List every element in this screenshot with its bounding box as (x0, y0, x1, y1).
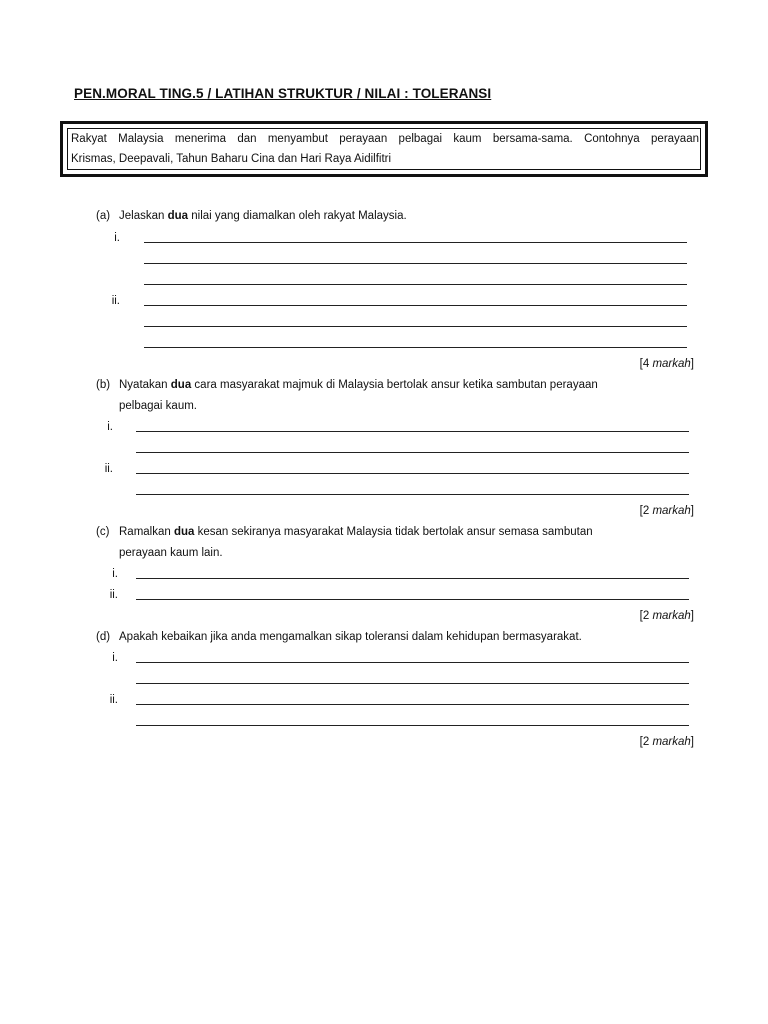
answer-line[interactable] (136, 452, 689, 453)
question-c-marks (640, 609, 694, 623)
answer-line[interactable] (136, 683, 689, 684)
marks-word: markah (652, 610, 691, 622)
passage-box (60, 121, 708, 177)
question-a-text (119, 209, 407, 223)
page-title: PEN.MORAL TING.5 / LATIHAN STRUKTUR / NILAI : TOLERANSI (74, 86, 492, 101)
answer-line[interactable] (136, 599, 689, 600)
marks-open: [2 (639, 610, 653, 622)
marks-close: ] (690, 505, 694, 517)
question-a-item-i: i. (114, 232, 120, 244)
question-b-marks (640, 504, 694, 518)
question-b-continuation: pelbagai kaum. (119, 400, 197, 412)
marks-word: markah (652, 505, 691, 517)
question-b-item-i: i. (107, 421, 113, 433)
answer-line[interactable] (136, 704, 689, 705)
answer-line[interactable] (144, 263, 687, 264)
marks-close: ] (690, 358, 694, 370)
question-c-bold: dua (173, 526, 195, 538)
passage-line-2: Krismas, Deepavali, Tahun Baharu Cina dan Hari Raya Aidilfitri (71, 153, 392, 165)
passage-text (71, 129, 699, 169)
marks-word: markah (652, 736, 691, 748)
question-a-item-ii: ii. (111, 295, 120, 307)
question-c-pre: Ramalkan (119, 526, 174, 538)
question-b-bold: dua (170, 379, 192, 391)
question-b-label: (b) (96, 379, 111, 391)
question-c-label: (c) (96, 526, 110, 538)
answer-line[interactable] (144, 284, 687, 285)
question-a-bold: dua (167, 210, 189, 222)
question-b-post: cara masyarakat majmuk di Malaysia bertolak ansur ketika sambutan perayaan (191, 379, 598, 391)
question-d-pre: Apakah kebaikan jika anda mengamalkan sikap toleransi dalam kehidupan bermasyarakat. (119, 631, 582, 643)
marks-open: [4 (639, 358, 653, 370)
answer-line[interactable] (136, 494, 689, 495)
question-c-post: kesan sekiranya masyarakat Malaysia tidak bertolak ansur semasa sambutan (194, 526, 593, 538)
answer-line[interactable] (136, 431, 689, 432)
question-b-item-ii: ii. (104, 463, 113, 475)
question-d-text (119, 630, 582, 644)
marks-open: [2 (639, 736, 653, 748)
question-b-pre: Nyatakan (119, 379, 171, 391)
question-b-text (119, 378, 598, 392)
answer-line[interactable] (136, 662, 689, 663)
question-a-post: nilai yang diamalkan oleh rakyat Malaysia. (188, 210, 407, 222)
answer-line[interactable] (136, 725, 689, 726)
marks-close: ] (690, 610, 694, 622)
question-d-marks (640, 735, 694, 749)
answer-line[interactable] (144, 347, 687, 348)
answer-line[interactable] (144, 326, 687, 327)
answer-line[interactable] (136, 578, 689, 579)
question-a-marks (640, 357, 694, 371)
question-c-continuation: perayaan kaum lain. (119, 547, 223, 559)
marks-close: ] (690, 736, 694, 748)
marks-word: markah (652, 358, 691, 370)
question-a-label: (a) (96, 210, 111, 222)
question-d-label: (d) (96, 631, 111, 643)
answer-line[interactable] (144, 242, 687, 243)
question-d-item-ii: ii. (109, 694, 118, 706)
question-c-text (119, 525, 593, 539)
question-a-pre: Jelaskan (119, 210, 168, 222)
question-c-item-ii: ii. (109, 589, 118, 601)
answer-line[interactable] (144, 305, 687, 306)
question-d-item-i: i. (112, 652, 118, 664)
answer-line[interactable] (136, 473, 689, 474)
question-c-item-i: i. (112, 568, 118, 580)
marks-open: [2 (639, 505, 653, 517)
passage-line-1: Rakyat Malaysia menerima dan menyambut perayaan pelbagai kaum bersama-sama. Contohnya perayaan (71, 133, 699, 145)
